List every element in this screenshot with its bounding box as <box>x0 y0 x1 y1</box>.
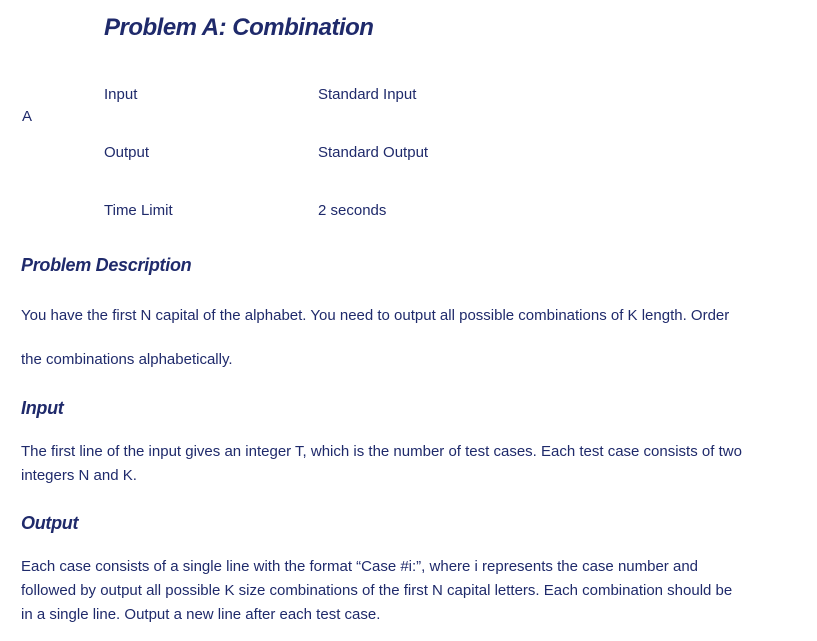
input-text <box>21 440 796 488</box>
output-line: followed by output all possible K size combinations of the first N capital letters. Each combination should be <box>21 582 733 599</box>
description-line: You have the first N capital of the alphabet. You need to output all possible combinations of K length. Order <box>21 307 730 324</box>
output-label: Output <box>104 144 150 161</box>
problem-letter: A <box>22 108 33 125</box>
description-text <box>21 294 796 382</box>
input-line: The first line of the input gives an integer T, which is the number of test cases. Each test case consists of two <box>21 443 742 460</box>
output-line: Each case consists of a single line with the format “Case #i:”, where i represents the case number and <box>21 558 698 575</box>
problem-title: Problem A: Combination <box>104 14 374 41</box>
output-heading: Output <box>21 513 79 533</box>
time-limit-value: 2 seconds <box>318 202 387 219</box>
time-limit-label: Time Limit <box>104 202 173 219</box>
output-text <box>21 555 796 627</box>
description-line: the combinations alphabetically. <box>21 351 233 368</box>
output-value: Standard Output <box>318 144 429 161</box>
input-value: Standard Input <box>318 86 417 103</box>
input-label: Input <box>104 86 138 103</box>
input-heading: Input <box>21 398 64 418</box>
input-line: integers N and K. <box>21 467 137 484</box>
description-heading: Problem Description <box>21 255 192 275</box>
output-line: in a single line. Output a new line after each test case. <box>21 606 381 623</box>
